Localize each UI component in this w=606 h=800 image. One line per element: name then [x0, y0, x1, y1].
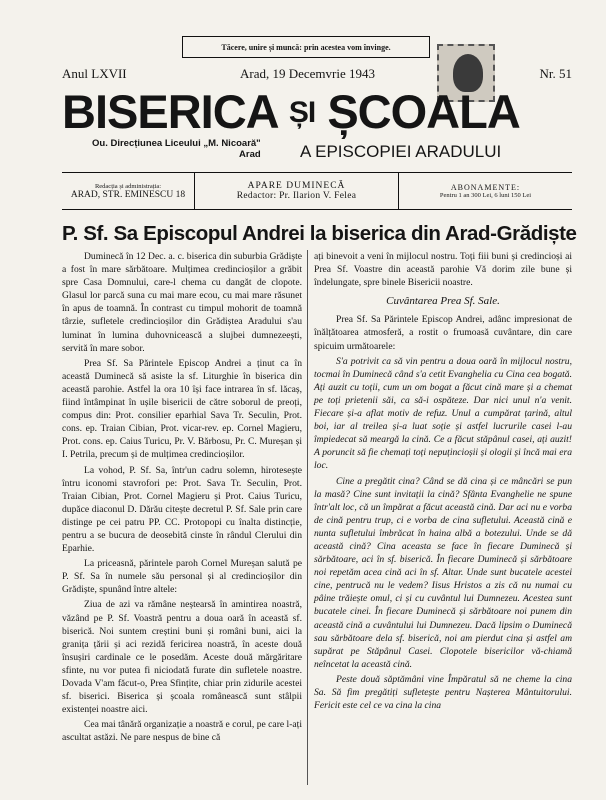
speech-paragraph: Peste două săptămâni vine Împăratul să ne cheme la cina Sa. Să fim pregătiți sufletește pentru Nașterea Mântuitorului. Fericit este cel ce va cina la cina	[314, 673, 572, 712]
motto-box	[182, 36, 430, 58]
editor-line: Redactor: Pr. Ilarion V. Felea	[236, 191, 357, 201]
subheading-left	[92, 138, 261, 160]
masthead-word-biserica: BISERICA	[62, 85, 277, 138]
article-column-left	[62, 250, 302, 746]
article-paragraph: La priceasnă, părintele paroh Cornel Mureșan salută pe P. Sf. Sa în numele său personal și al credincioșilor din Grădiște, spunând între altele:	[62, 558, 302, 596]
subheading-left-line1: Ou. Direcțiunea Liceului „M. Nicoară"	[92, 138, 261, 149]
subheading-left-line2: Arad	[239, 149, 261, 160]
article-column-right	[314, 250, 572, 714]
article-paragraph: ați binevoit a veni în mijlocul nostru. Toți fiii buni și credincioși ai Prea Sf. Voastre din această parohie Vă dorim zile bune și îndelungate, spre binele Bisericii noastre.	[314, 251, 572, 289]
issue-date: Arad, 19 Decemvrie 1943	[240, 66, 376, 81]
article-paragraph: Duminecă în 12 Dec. a. c. biserica din suburbia Grădiște a fost în mare sărbătoare. Mulțimea credincioșilor a grăbit spre Casa Domnului, care-l chema cu dangăt de clopote. Glasul lor parcă suna cu mai mare ecou, cu mai mare răsunet în apus de toamnă. În contrast cu timpul mohorit de toamnă târzie, sufletele credincioșilor din Grădiștea Aradului s'au luminat în lumina duhovnicească a slujbei dumnezeești, servită în mare sobor.	[62, 251, 302, 354]
issue-year: Anul LXVII	[62, 66, 127, 81]
masthead-subheading	[62, 138, 572, 168]
article-paragraph: Ziua de azi va rămâne neștearsă în amintirea noastră, văzând pe P. Sf. Voastră pentru a doua oară în această sf. biserică. Noi suntem creștini buni și români buni, aici la granița țării și aci rezidă fericirea noastră, în aceste două însușiri cardinale ce le posedăm. Aceste două mărgăritare sfinte, nu vor putea fi niciodată furate din sufletele noastre. Dovada V'am făcut-o, Prea Sfințite, chiar prin zidurile acestei sf. biserici. Biserica și școala românească sunt stâlpii existenței noastre aici.	[62, 599, 302, 716]
speech-paragraph: Cine a pregătit cina? Când se dă cina și ce mâncări se pun la masă? Cine sunt invitații la cină? Sfânta Evanghelie ne spune într'alt loc, că un împărat a făcut această cină. Dar aci nu e vorba de cină pentru trup, ci e vorba de cina sufletului. Această cină e nunta sufletului îmbrăcat în haina albă a botezului. Unde se dă această cină? Cina aceasta se face în fiecare Duminecă și sărbătoare, aci în sf. biserică. În fiecare Duminecă și sărbătoare noi repetăm acea cină aci în sf. Altar. Unde sunt bucatele acestei cine, pentrucă nu le vedem? Iisus Hristos a zis că nu numai cu pâine trăiește omul, ci și cu cuvântul lui Dumnezeu. Acestea sunt bucatele cinei. În fiecare Duminecă și sărbătoare noi punem din această cină a cuvântului lui Dumnezeu. Dacă lipsim o Duminecă sau sărbătoare dela sf. biserică, noi am pierdut cina și astfel am supărat pe Stăpânul Casei. Clopotele bisericilor vă-chiamă neîncetat la această cină.	[314, 475, 572, 670]
info-bar	[62, 172, 572, 210]
speech-subtitle: Cuvântarea Prea Sf. Sale.	[386, 295, 500, 308]
article-paragraph: Prea Sf. Sa Părintele Episcop Andrei, adânc impresionat de înălțătoarea atmosferă, a rostit o frumoasă cuvântare, din care spicuim următoarele:	[314, 314, 572, 352]
masthead-word-si: ȘI	[288, 96, 316, 129]
subscriptions-label: ABONAMENTE:	[450, 183, 521, 192]
subheading-right: A EPISCOPIEI ARADULUI	[300, 142, 502, 161]
article-headline: P. Sf. Sa Episcopul Andrei la biserica din Arad-Grădiște	[62, 222, 577, 245]
info-editorial	[62, 173, 194, 209]
issue-number: Nr. 51	[539, 66, 572, 81]
article-paragraph: Cea mai tânără organizație a noastră e corul, pe care l-ați ascultat astăzi. Ne pare nespus de bine că	[62, 719, 302, 744]
editorial-address: ARAD, STR. EMINESCU 18	[70, 189, 186, 200]
article-paragraph: La vohod, P. Sf. Sa, într'un cadru solemn, hirotesește întru iconomi stavrofori pe: Prot. Sava Tr. Seculin, Prot. Traian Cibian, Prot. Cornel Magieru și Prot. Caius Turicu, dupăce diaconul D. Dărău citește decretul P. Sf. Sale prin care distinge pe cei patru PP. CC. Protopopi cu înalta distincție, pentru a se bucura de deosebită cinste în rândul Clerului din Eparhie.	[62, 464, 302, 555]
info-subscriptions	[398, 173, 572, 209]
masthead-word-scoala: ȘCOALA	[327, 85, 520, 138]
appears-label: APARE DUMINECĂ	[247, 181, 346, 191]
column-divider	[307, 250, 308, 785]
issue-line	[62, 66, 572, 82]
article-paragraph: Prea Sf. Sa Părintele Episcop Andrei a ținut ca în această Duminecă să asiste la sf. Liturghie în biserica din această parohie. Astfel la ora 10 își face intrarea în sf. lăcaș, fiind întâmpinat în ușile bisericii de către soborul de preoți, compus din: Prot. consilier eparhial Sava Tr. Seculin, Prot. cons. ep. Traian Cibian, Prot. vicar-rev. ep. Cornel Magieru, Prot. cons. ep. Caius Turicu, Pr. V. Bărbosu, Pr. C. Mureșan și I. Petrila, precum și de mulțimea credincioșilor.	[62, 357, 302, 461]
speech-paragraph: S'a potrivit ca să vin pentru a doua oară în mijlocul nostru, tocmai în Duminecă când s'a cetit Evanghelia cu Cina cea bogată. Ați auzit cu toții, cum un om bogat a făcut cină mare și a chemat pe toți prietenii săi, ca să-i ospăteze. Dar nici unul n'a venit. Fiecare și-a aflat motiv de refuz. Unul a cumpărat țarină, altul boi, iar al treilea și-a luat soție și astfel lucrurile casei l-au împiedecat să meargă la cină. Ce a făcut stăpânul casei, ați auzit! A poruncit să fie chemați toți nepuțincioșii și ologii și încă mai era loc.	[314, 355, 572, 472]
editorial-label: Redacția și administrația:	[94, 182, 162, 190]
info-appears	[194, 173, 398, 209]
masthead-title	[62, 86, 572, 138]
motto-text: Tăcere, unire și muncă: prin acestea vom învinge.	[221, 42, 391, 52]
subscriptions-text: Pentru 1 an 300 Lei, 6 luni 150 Lei	[439, 192, 532, 199]
